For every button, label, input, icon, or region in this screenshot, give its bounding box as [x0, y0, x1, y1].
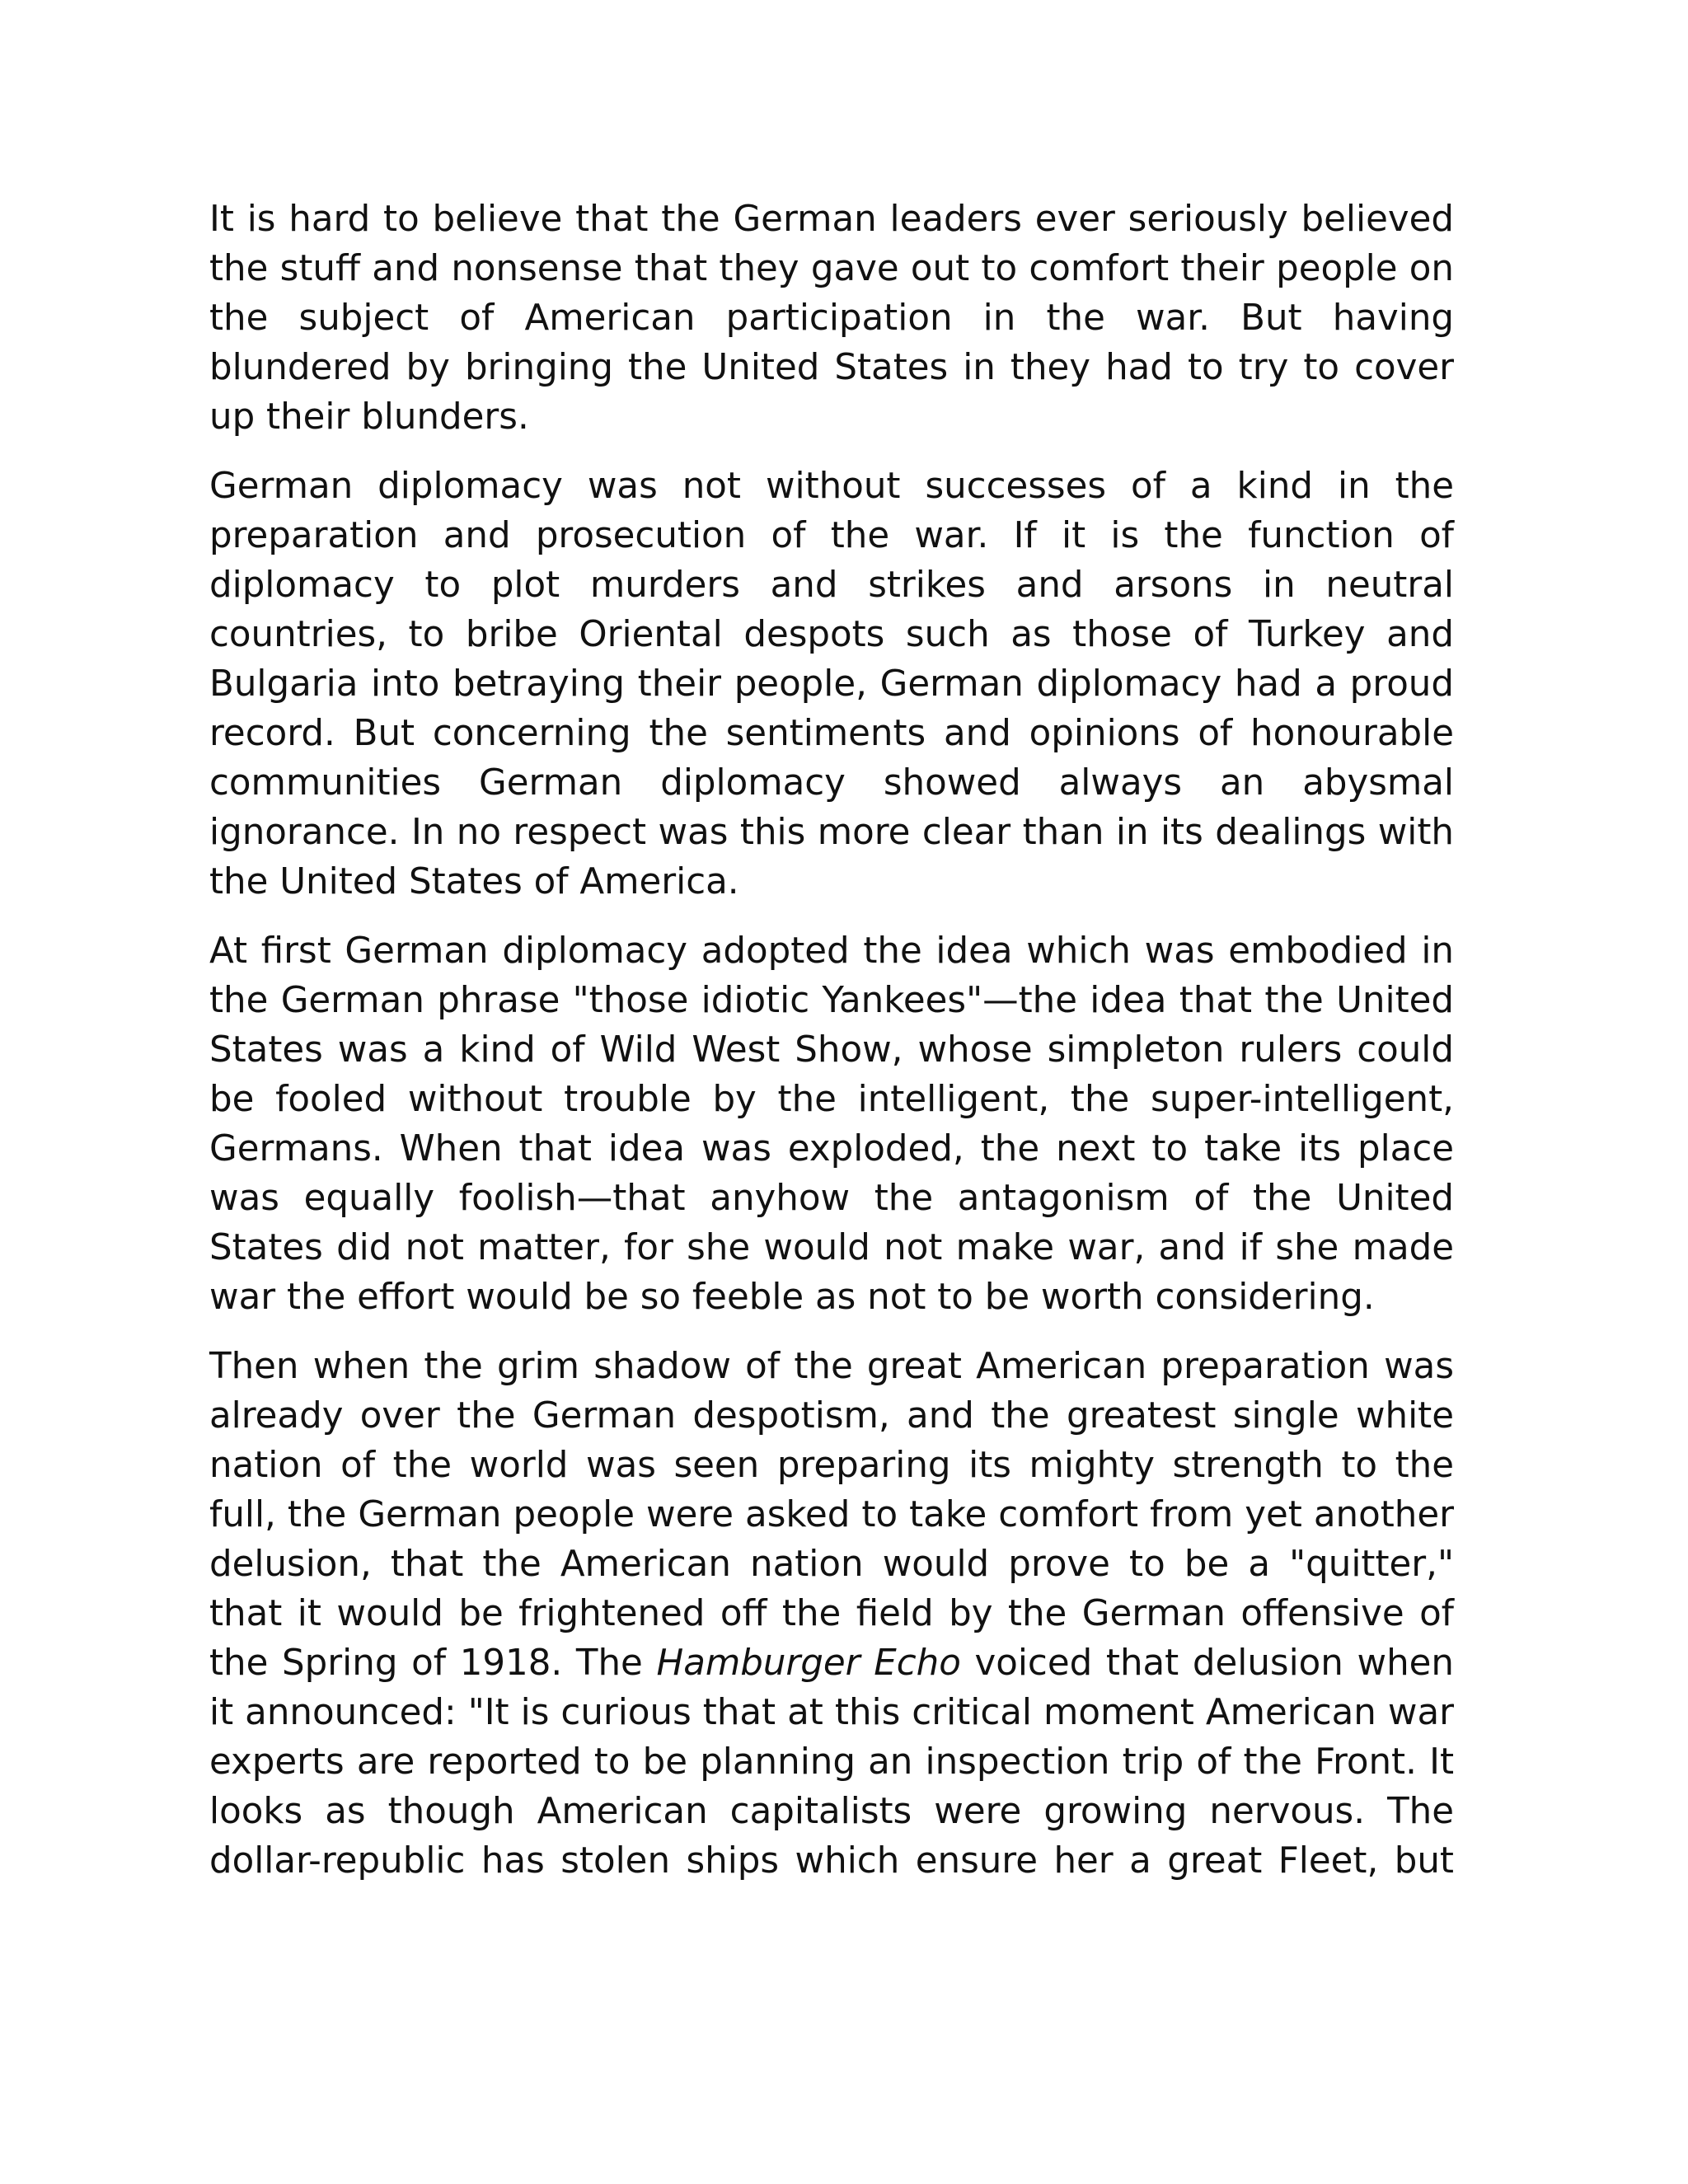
newspaper-title: Hamburger Echo — [656, 1643, 961, 1684]
paragraph-4 — [209, 1342, 1454, 1886]
paragraph-4-end: voiced that delusion when it announced: "It is curious that at this critical moment American war experts are reported to be planning an inspection trip of the Front. It looks as though American capitalists were growing nervous. The dollar-republic has stolen ships which ensure her a great Fleet, but — [209, 1643, 1455, 1882]
paragraph-1: It is hard to believe that the German leaders ever seriously believed the stuff and nonsense that they gave out to comfort their people on the subject of American participation in the war. But having blundered by bringing the United States in they had to try to cover up their blunders. — [209, 199, 1454, 438]
body-text — [209, 194, 1454, 1886]
paragraph-2: German diplomacy was not without successes of a kind in the preparation and prosecution of the war. If it is the function of diplomacy to plot murders and strikes and arsons in neutral countries, to bribe Oriental despots such as those of Turkey and Bulgaria into betraying their people, German diplomacy had a proud record. But concerning the sentiments and opinions of honourable communities German diplomacy showed always an abysmal ignorance. In no respect was this more clear than in its dealings with the United States of America. — [209, 466, 1454, 902]
paragraph-3: At first German diplomacy adopted the idea which was embodied in the German phrase "those idiotic Yankees"—the idea that the United States was a kind of Wild West Show, whose simpleton rulers could be fooled without trouble by the intelligent, the super-intelligent, Germans. When that idea was exploded, the next to take its place was equally foolish—that anyhow the antagonism of the United States did not matter, for she would not make war, and if she made war the effort would be so feeble as not to be worth considering. — [209, 930, 1454, 1318]
paragraph-4-start: Then when the grim shadow of the great American preparation was already over the German despotism, and the greatest single white nation of the world was seen preparing its mighty strength to the full, the German people were asked to take comfort from yet another delusion, that the American nation would prove to be a "quitter," that it would be frightened off the field by the German offensive of the Spring of 1918. The — [209, 1346, 1454, 1684]
